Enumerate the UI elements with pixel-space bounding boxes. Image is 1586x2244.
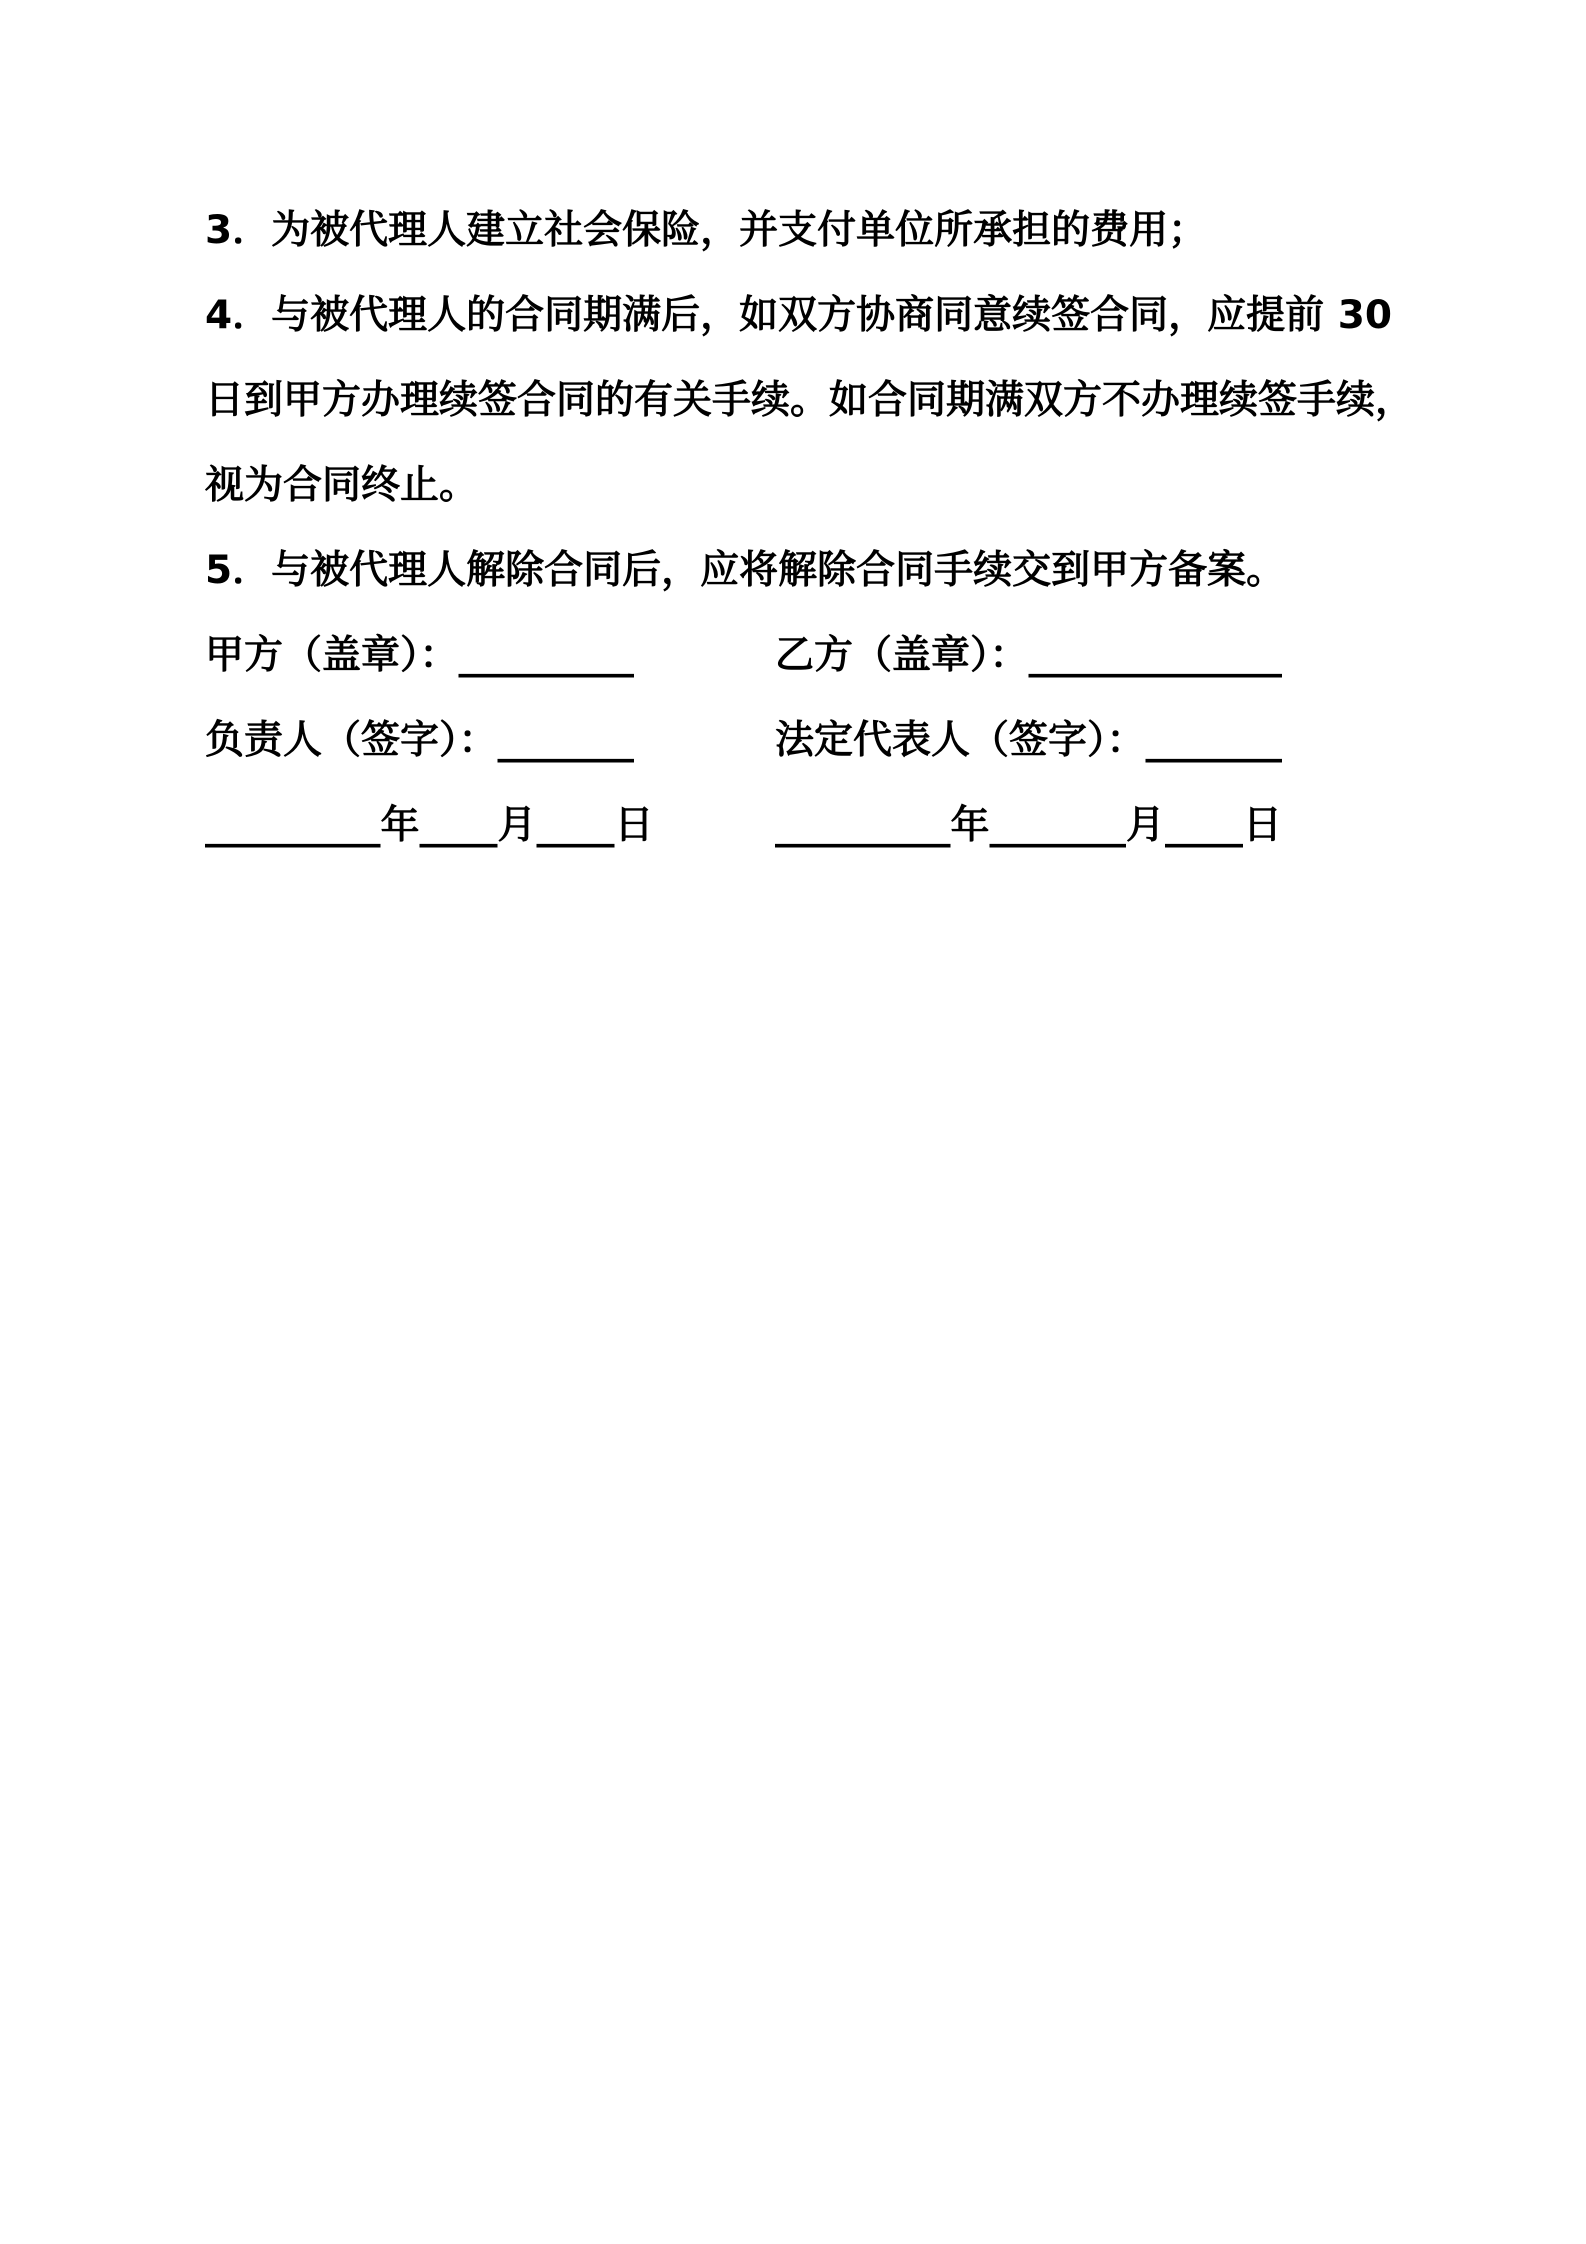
party-b-seal-field: 乙方（盖章）：_____________ xyxy=(775,633,1283,678)
party-b-date-field: _________年_______月____日 xyxy=(775,803,1283,848)
responsible-person-signature-field: 负责人（签字）：_______ xyxy=(205,718,635,763)
signature-row-dates xyxy=(205,783,1390,868)
clause-4-text-line-1: 4．与被代理人的合同期满后，如双方协商同意续签合同，应提前 30 xyxy=(205,293,1392,338)
signature-row-seals xyxy=(205,613,1390,698)
legal-representative-signature-field: 法定代表人（签字）：_______ xyxy=(775,718,1283,763)
clause-3-text: 3．为被代理人建立社会保险，并支付单位所承担的费用； xyxy=(205,208,1208,253)
party-a-seal-field: 甲方（盖章）：_________ xyxy=(205,633,635,678)
clause-5-text: 5．与被代理人解除合同后，应将解除合同手续交到甲方备案。 xyxy=(205,548,1286,593)
party-a-date-field: _________年____月____日 xyxy=(205,803,654,848)
signature-row-signers xyxy=(205,698,1390,783)
clause-4-text-line-3: 视为合同终止。 xyxy=(205,463,479,508)
contract-text-block xyxy=(205,188,1415,868)
clause-4-text-line-2: 日到甲方办理续签合同的有关手续。如合同期满双方不办理续签手续， xyxy=(205,378,1415,423)
